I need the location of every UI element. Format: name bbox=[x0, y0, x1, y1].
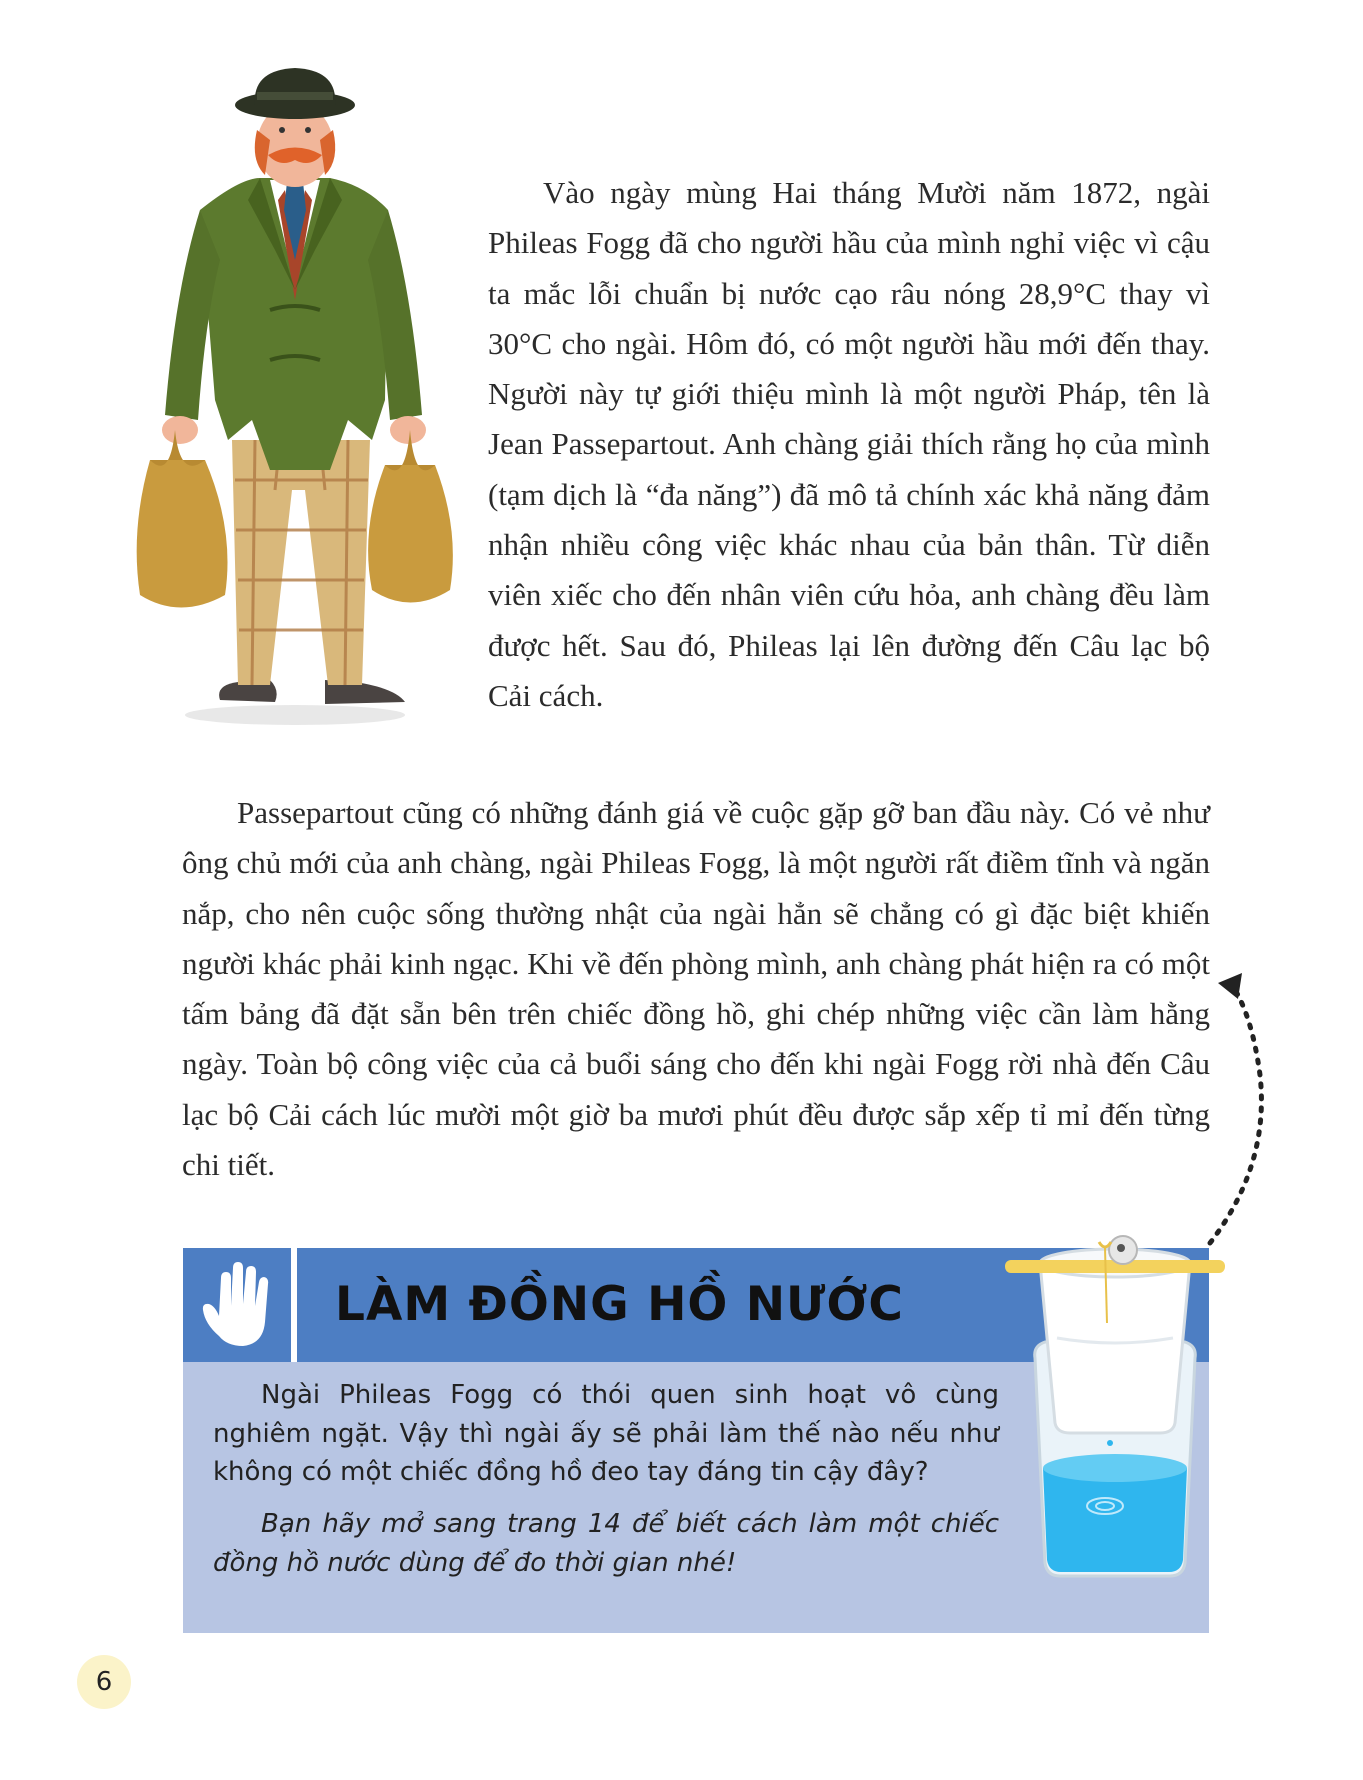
activity-title: LÀM ĐỒNG HỒ NƯỚC bbox=[335, 1277, 904, 1332]
hand-icon-cell bbox=[183, 1248, 297, 1362]
hand-icon bbox=[183, 1248, 291, 1362]
activity-text: Ngài Phileas Fogg có thói quen sinh hoạt vô cùng nghiêm ngặt. Vậy thì ngài ấy sẽ phải làm thế nào nếu như không có một chiếc đồng hồ đeo tay đáng tin cậy đây? bbox=[213, 1380, 999, 1487]
second-paragraph: Passepartout cũng có những đánh giá về cuộc gặp gỡ ban đầu này. Có vẻ như ông chủ mới của anh chàng, ngài Phileas Fogg, là một người rất điềm tĩnh và ngăn nắp, cho nên cuộc sống thường nhật của ngài hẳn sẽ chẳng có gì đặc biệt khiến người khác phải kinh ngạc. Khi về đến phòng mình, anh chàng phát hiện ra có một tấm bảng đã đặt sẵn bên trên chiếc đồng hồ, ghi chép những việc cần làm hằng ngày. Toàn bộ công việc của cả buổi sáng cho đến khi ngài Fogg rời nhà đến Câu lạc bộ Cải cách lúc mười một giờ ba mươi phút đều được sắp xếp tỉ mỉ đến từng chi tiết. bbox=[182, 795, 1210, 1183]
water-clock-illustration bbox=[1005, 1228, 1225, 1588]
intro-paragraph: Vào ngày mùng Hai tháng Mười năm 1872, ngài Phileas Fogg đã cho người hầu của mình nghỉ việc vì cậu ta mắc lỗi chuẩn bị nước cạo râu nóng 28,9°C thay vì 30°C cho ngài. Hôm đó, có một người hầu mới đến thay. Người này tự giới thiệu mình là một người Pháp, tên là Jean Passepartout. Anh chàng giải thích rằng họ của mình (tạm dịch là “đa năng”) đã mô tả chính xác khả năng đảm nhận nhiều công việc khác nhau của bản thân. Từ diễn viên xiếc cho đến nhân viên cứu hỏa, anh chàng đều làm được hết. Sau đó, Phileas lại lên đường đến Câu lạc bộ Cải cách. bbox=[488, 175, 1210, 713]
phileas-fogg-illustration bbox=[120, 60, 470, 740]
page-number: 6 bbox=[77, 1655, 131, 1709]
dotted-arrow-icon bbox=[1190, 965, 1290, 1250]
activity-note: Bạn hãy mở sang trang 14 để biết cách làm một chiếc đồng hồ nước dùng để đo thời gian nhé! bbox=[213, 1509, 999, 1578]
